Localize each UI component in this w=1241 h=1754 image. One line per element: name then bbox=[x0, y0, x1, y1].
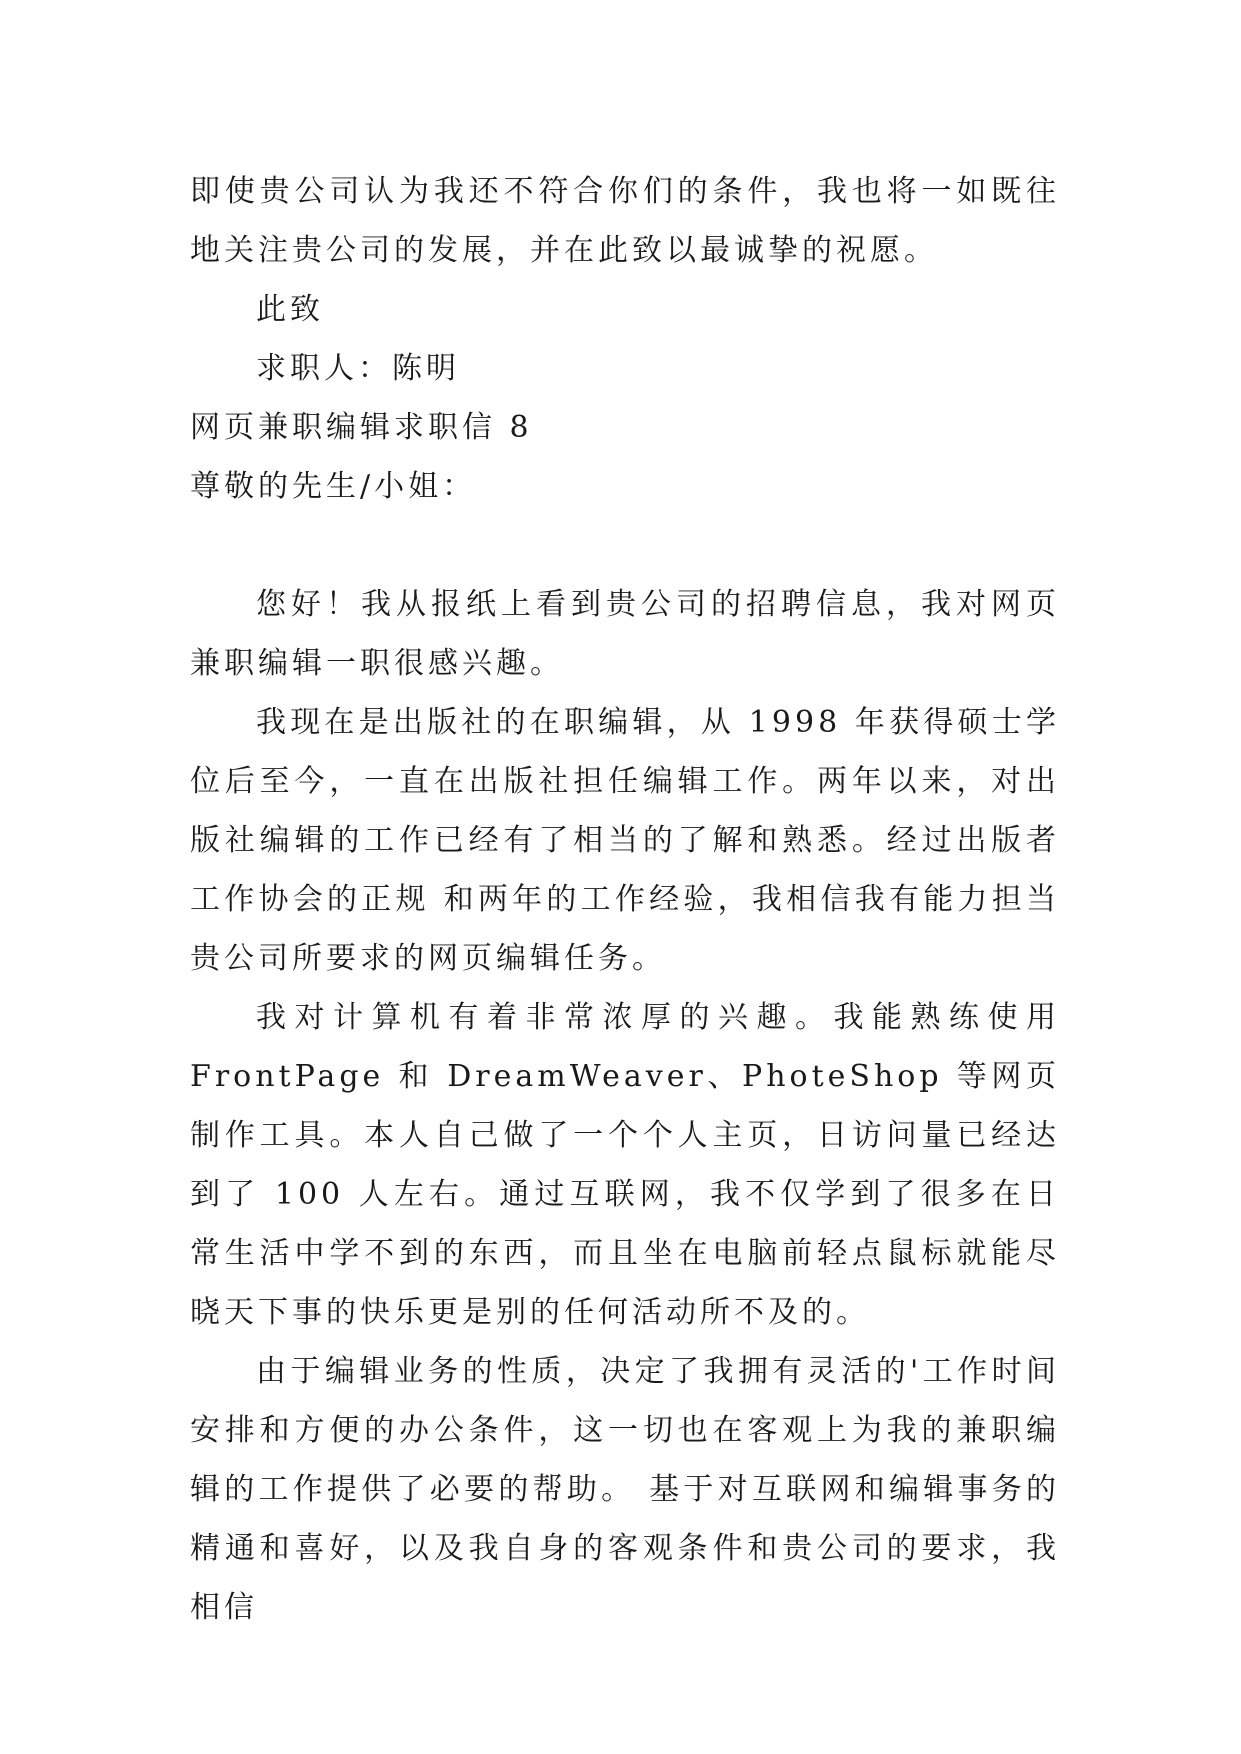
body-paragraph: 我现在是出版社的在职编辑，从 1998 年获得硕士学位后至今，一直在出版社担任编辑工作。两年以来，对出版社编辑的工作已经有了相当的了解和熟悉。经过出版者工作协会的正规 和两年的工作经验，我相信我有能力担当贵公司所要求的网页编辑任务。 bbox=[190, 705, 1060, 976]
blank-line bbox=[190, 516, 1060, 575]
greeting: 尊敬的先生/小姐： bbox=[190, 469, 477, 504]
body-paragraph: 您好！我从报纸上看到贵公司的招聘信息，我对网页兼职编辑一职很感兴趣。 bbox=[190, 587, 1060, 681]
body-paragraph: 我对计算机有着非常浓厚的兴趣。我能熟练使用 FrontPage 和 DreamWeaver、PhoteShop 等网页制作工具。本人自己做了一个个人主页，日访问量已经达到了 100 人左右。通过互联网，我不仅学到了很多在日常生活中学不到的东西，而且坐在电脑前轻点鼠标就能尽晓天下事的快乐更是别的任何活动所不及的。 bbox=[190, 1000, 1060, 1330]
letter-title: 网页兼职编辑求职信 8 bbox=[190, 410, 533, 445]
signature: 求职人：陈明 bbox=[256, 351, 460, 386]
salutation-close: 此致 bbox=[256, 292, 324, 327]
closing-paragraph: 即使贵公司认为我还不符合你们的条件，我也将一如既往地关注贵公司的发展，并在此致以最诚挚的祝愿。 bbox=[190, 174, 1060, 268]
letter-body bbox=[190, 162, 1060, 1637]
body-paragraph: 由于编辑业务的性质，决定了我拥有灵活的'工作时间安排和方便的办公条件，这一切也在客观上为我的兼职编辑的工作提供了必要的帮助。 基于对互联网和编辑事务的精通和喜好，以及我自身的客观条件和贵公司的要求，我相信 bbox=[190, 1354, 1060, 1625]
